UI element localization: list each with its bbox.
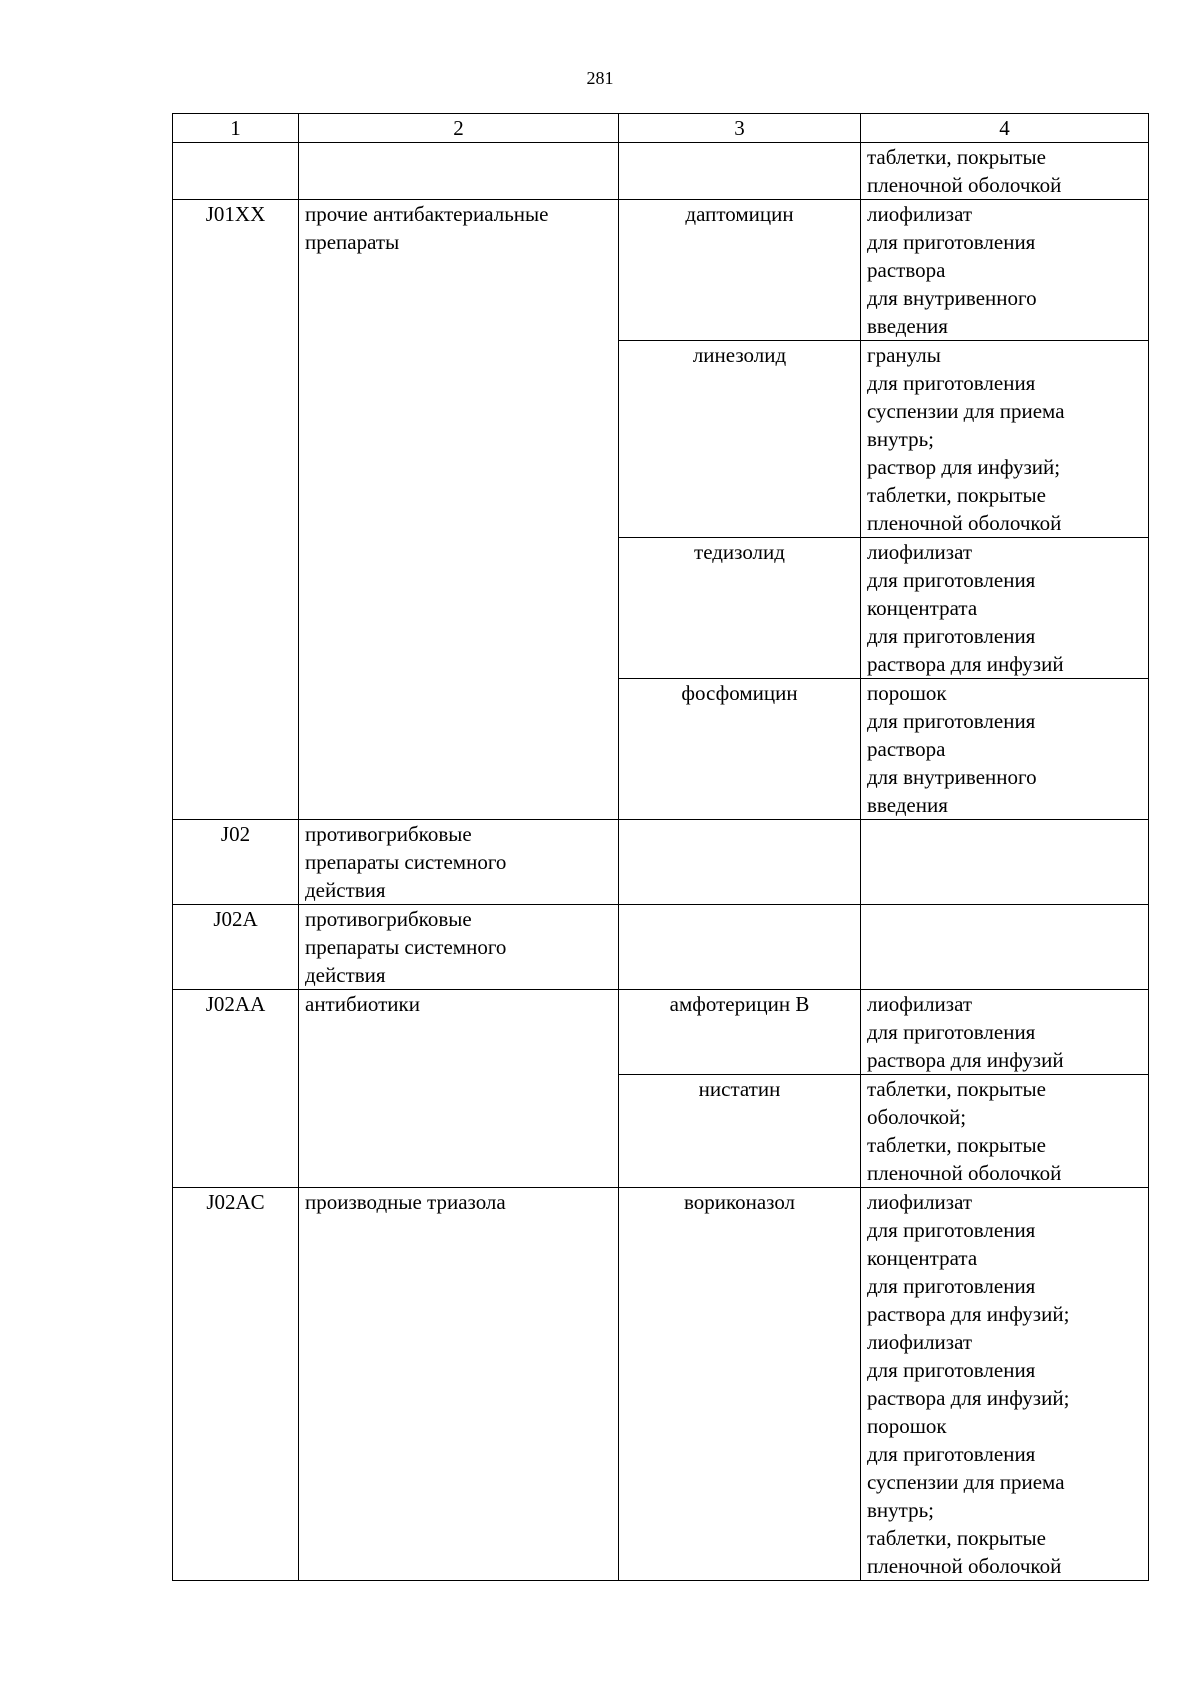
group-cell <box>299 200 619 820</box>
group-cell <box>299 143 619 200</box>
inn-cell: нистатин <box>619 1075 861 1188</box>
dosage-form-line: пленочной оболочкой <box>867 511 1062 535</box>
dosage-form-cell <box>861 143 1149 200</box>
dosage-form-cell <box>861 1075 1149 1188</box>
dosage-form-line: порошок <box>867 1414 947 1438</box>
table-row <box>173 200 1149 341</box>
dosage-form-cell <box>861 905 1149 990</box>
group-line: препараты системного <box>305 935 507 959</box>
dosage-form-line: для приготовления <box>867 230 1036 254</box>
dosage-form-line: для приготовления <box>867 1358 1036 1382</box>
dosage-form-line: лиофилизат <box>867 1330 973 1354</box>
inn-cell: вориконазол <box>619 1188 861 1581</box>
dosage-form-line: суспензии для приема <box>867 1470 1065 1494</box>
inn-cell: амфотерицин В <box>619 990 861 1075</box>
dosage-form-line: для приготовления <box>867 568 1036 592</box>
dosage-form-cell <box>861 990 1149 1075</box>
dosage-form-line: лиофилизат <box>867 1190 973 1214</box>
table-row <box>173 905 1149 990</box>
group-line: действия <box>305 878 386 902</box>
dosage-form-cell <box>861 200 1149 341</box>
dosage-form-line: таблетки, покрытые <box>867 483 1046 507</box>
dosage-form-cell <box>861 538 1149 679</box>
inn-cell <box>619 143 861 200</box>
group-line: действия <box>305 963 386 987</box>
dosage-form-line: раствора <box>867 737 946 761</box>
dosage-form-line: таблетки, покрытые <box>867 1133 1046 1157</box>
group-cell <box>299 990 619 1188</box>
group-line: препараты системного <box>305 850 507 874</box>
inn-cell <box>619 820 861 905</box>
dosage-form-line: для приготовления <box>867 371 1036 395</box>
dosage-form-line: оболочкой; <box>867 1105 967 1129</box>
dosage-form-line: для приготовления <box>867 1020 1036 1044</box>
atc-code-cell: J01XX <box>173 200 299 820</box>
dosage-form-line: для внутривенного <box>867 286 1037 310</box>
inn-cell: тедизолид <box>619 538 861 679</box>
dosage-form-line: для приготовления <box>867 624 1036 648</box>
dosage-form-line: концентрата <box>867 596 978 620</box>
dosage-form-line: концентрата <box>867 1246 978 1270</box>
table-header-row <box>173 114 1149 143</box>
column-header: 2 <box>299 114 619 143</box>
dosage-form-line: для приготовления <box>867 709 1036 733</box>
column-header: 1 <box>173 114 299 143</box>
table-row <box>173 820 1149 905</box>
group-cell <box>299 820 619 905</box>
group-line: производные триазола <box>305 1190 506 1214</box>
dosage-form-line: суспензии для приема <box>867 399 1065 423</box>
dosage-form-line: для приготовления <box>867 1218 1036 1242</box>
dosage-form-line: для приготовления <box>867 1274 1036 1298</box>
inn-cell: даптомицин <box>619 200 861 341</box>
dosage-form-line: внутрь; <box>867 1498 934 1522</box>
atc-code-cell <box>173 143 299 200</box>
dosage-form-line: лиофилизат <box>867 992 973 1016</box>
atc-code-cell: J02AA <box>173 990 299 1188</box>
dosage-form-line: порошок <box>867 681 947 705</box>
dosage-form-cell <box>861 341 1149 538</box>
dosage-form-line: введения <box>867 793 948 817</box>
dosage-form-cell <box>861 820 1149 905</box>
dosage-form-line: пленочной оболочкой <box>867 1161 1062 1185</box>
table-row <box>173 143 1149 200</box>
dosage-form-line: для приготовления <box>867 1442 1036 1466</box>
group-cell <box>299 905 619 990</box>
dosage-form-line: раствора <box>867 258 946 282</box>
dosage-form-line: для внутривенного <box>867 765 1037 789</box>
dosage-form-line: введения <box>867 314 948 338</box>
dosage-form-line: раствора для инфузий <box>867 652 1064 676</box>
dosage-form-line: раствора для инфузий; <box>867 1386 1070 1410</box>
dosage-form-line: лиофилизат <box>867 202 973 226</box>
dosage-form-line: раствора для инфузий; <box>867 1302 1070 1326</box>
dosage-form-line: внутрь; <box>867 427 934 451</box>
atc-code-cell: J02 <box>173 820 299 905</box>
group-line: противогрибковые <box>305 822 472 846</box>
dosage-form-line: таблетки, покрытые <box>867 1526 1046 1550</box>
dosage-form-line: лиофилизат <box>867 540 973 564</box>
column-header: 3 <box>619 114 861 143</box>
inn-cell: фосфомицин <box>619 679 861 820</box>
column-header: 4 <box>861 114 1149 143</box>
page-number: 281 <box>586 68 614 88</box>
group-line: антибиотики <box>305 992 420 1016</box>
group-line: противогрибковые <box>305 907 472 931</box>
inn-cell <box>619 905 861 990</box>
table-row <box>173 1188 1149 1581</box>
dosage-form-line: пленочной оболочкой <box>867 1554 1062 1578</box>
dosage-form-cell <box>861 679 1149 820</box>
dosage-form-line: таблетки, покрытые <box>867 145 1046 169</box>
inn-cell: линезолид <box>619 341 861 538</box>
atc-code-cell: J02AC <box>173 1188 299 1581</box>
group-line: прочие антибактериальные <box>305 202 549 226</box>
dosage-form-line: раствора для инфузий <box>867 1048 1064 1072</box>
dosage-form-line: таблетки, покрытые <box>867 1077 1046 1101</box>
dosage-form-line: раствор для инфузий; <box>867 455 1061 479</box>
table-row <box>173 990 1149 1075</box>
atc-code-cell: J02A <box>173 905 299 990</box>
group-line: препараты <box>305 230 400 254</box>
dosage-form-cell <box>861 1188 1149 1581</box>
group-cell <box>299 1188 619 1581</box>
dosage-form-line: гранулы <box>867 343 941 367</box>
drug-table <box>172 113 1149 1581</box>
dosage-form-line: пленочной оболочкой <box>867 173 1062 197</box>
